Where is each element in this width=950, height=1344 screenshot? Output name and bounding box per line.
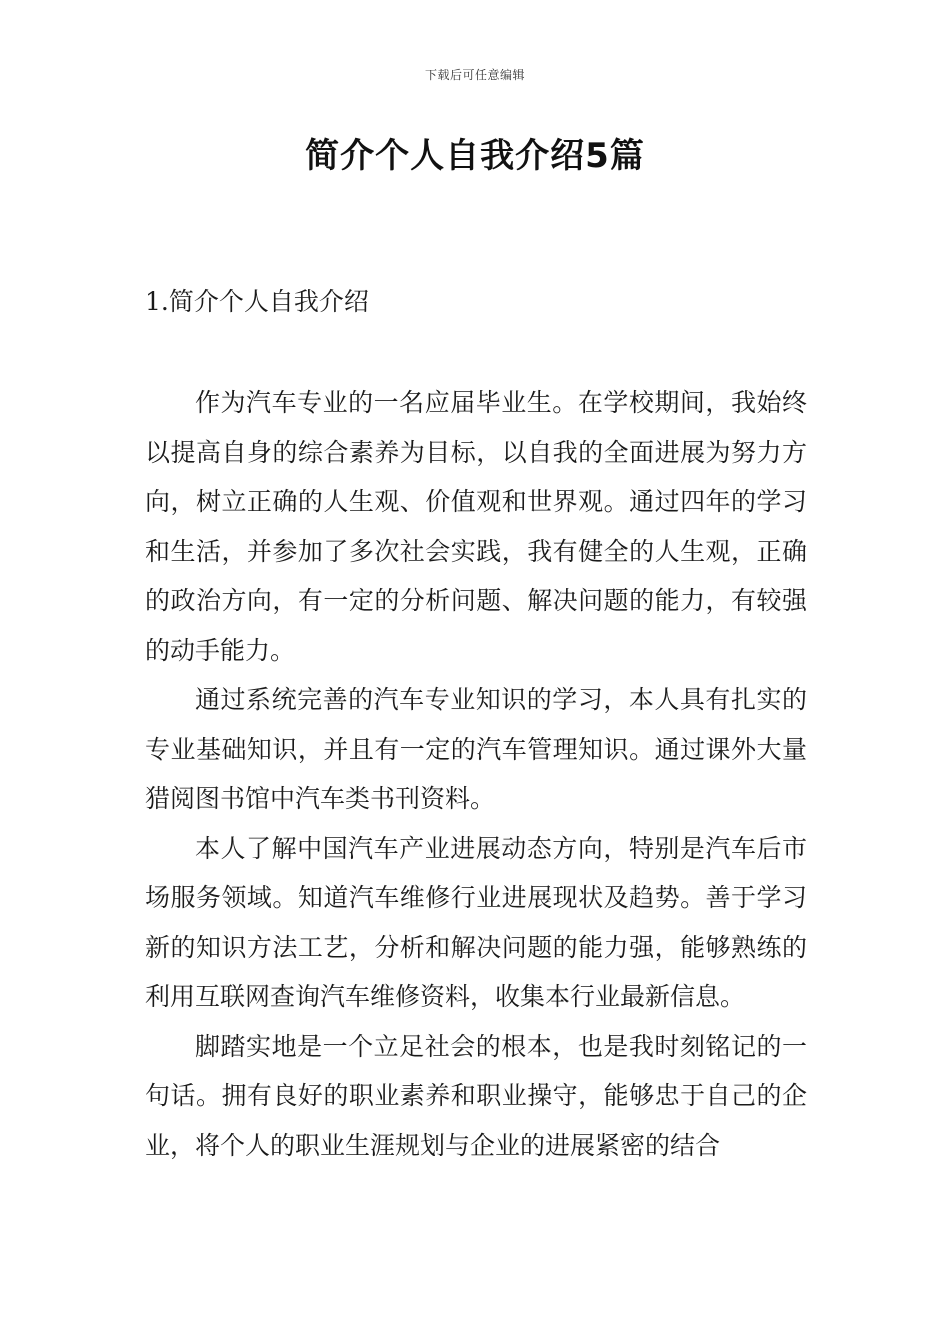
paragraph: 通过系统完善的汽车专业知识的学习，本人具有扎实的专业基础知识，并且有一定的汽车管理知识。通过课外大量猎阅图书馆中汽车类书刊资料。: [145, 685, 807, 813]
paragraph: 本人了解中国汽车产业进展动态方向，特别是汽车后市场服务领域。知道汽车维修行业进展现状及趋势。善于学习新的知识方法工艺，分析和解决问题的能力强，能够熟练的利用互联网查询汽车维修资料，收集本行业最新信息。: [145, 833, 807, 1011]
header-note: 下载后可任意编辑: [424, 68, 525, 82]
paragraph: 脚踏实地是一个立足社会的根本，也是我时刻铭记的一句话。拥有良好的职业素养和职业操守，能够忠于自己的企业，将个人的职业生涯规划与企业的进展紧密的结合: [145, 1031, 807, 1160]
paragraph: 作为汽车专业的一名应届毕业生。在学校期间，我始终以提高自身的综合素养为目标，以自我的全面进展为努力方向，树立正确的人生观、价值观和世界观。通过四年的学习和生活，并参加了多次社会实践，我有健全的人生观，正确的政治方向，有一定的分析问题、解决问题的能力，有较强的动手能力。: [145, 388, 807, 665]
section-heading: 1.简介个人自我介绍: [145, 287, 369, 316]
page-title: 简介个人自我介绍5篇: [305, 136, 645, 176]
body-text: [145, 378, 807, 1170]
